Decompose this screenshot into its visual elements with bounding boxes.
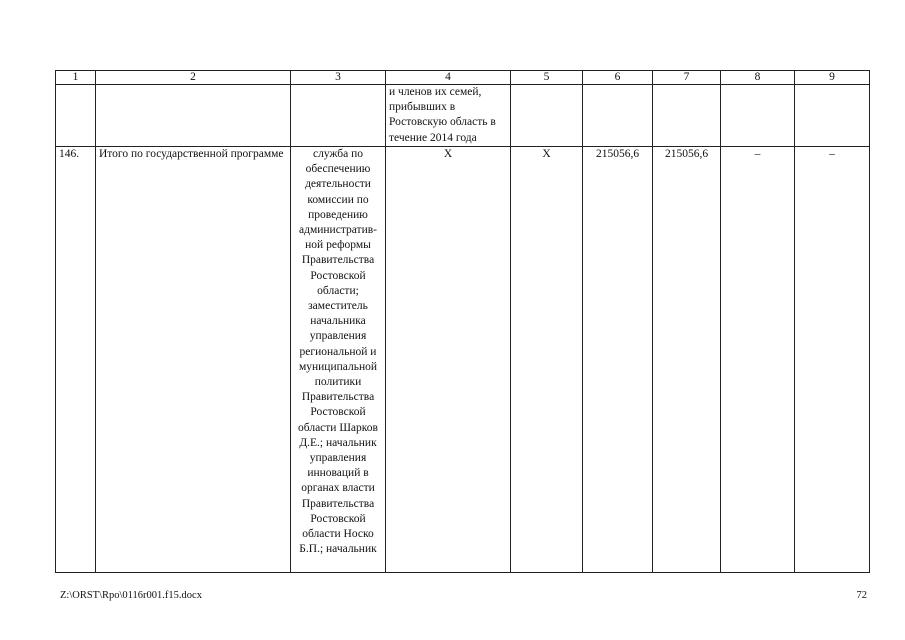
cell-col4: X [386,147,511,573]
cell-empty [721,85,795,147]
cell-col5: X [511,147,583,573]
cell-empty [56,85,96,147]
table-row [56,147,870,573]
header-row [56,71,870,85]
cell-empty [653,85,721,147]
header-col-1: 1 [56,71,96,85]
header-col-5: 5 [511,71,583,85]
cell-continuation-text: и членов их семей, прибывших в Ростовскую область в течение 2014 года [386,85,511,147]
footer-file-path: Z:\ORST\Rpo\0116r001.f15.docx [60,590,202,601]
cell-empty [291,85,386,147]
cell-empty [795,85,870,147]
header-col-6: 6 [583,71,653,85]
header-col-8: 8 [721,71,795,85]
header-col-4: 4 [386,71,511,85]
cell-col9: – [795,147,870,573]
continuation-row [56,85,870,147]
header-col-9: 9 [795,71,870,85]
cell-empty [583,85,653,147]
cell-empty [96,85,291,147]
cell-col7: 215056,6 [653,147,721,573]
cell-responsible: служба по обеспечению деятельности комиссии по проведению административ-ной реформы Правительства Ростовской области; заместитель начальника управления региональной и муниципальной политики Правительства Ростовской области Шарков Д.Е.; начальник управления инноваций в органах власти Правительства Ростовской области Носко Б.П.; начальник [291,147,386,573]
cell-program-name: Итого по государственной программе [96,147,291,573]
header-col-3: 3 [291,71,386,85]
cell-col8: – [721,147,795,573]
cell-row-number: 146. [56,147,96,573]
cell-col6: 215056,6 [583,147,653,573]
cell-empty [511,85,583,147]
header-col-2: 2 [96,71,291,85]
header-col-7: 7 [653,71,721,85]
program-table [55,70,870,573]
footer-page-number: 72 [856,590,867,601]
